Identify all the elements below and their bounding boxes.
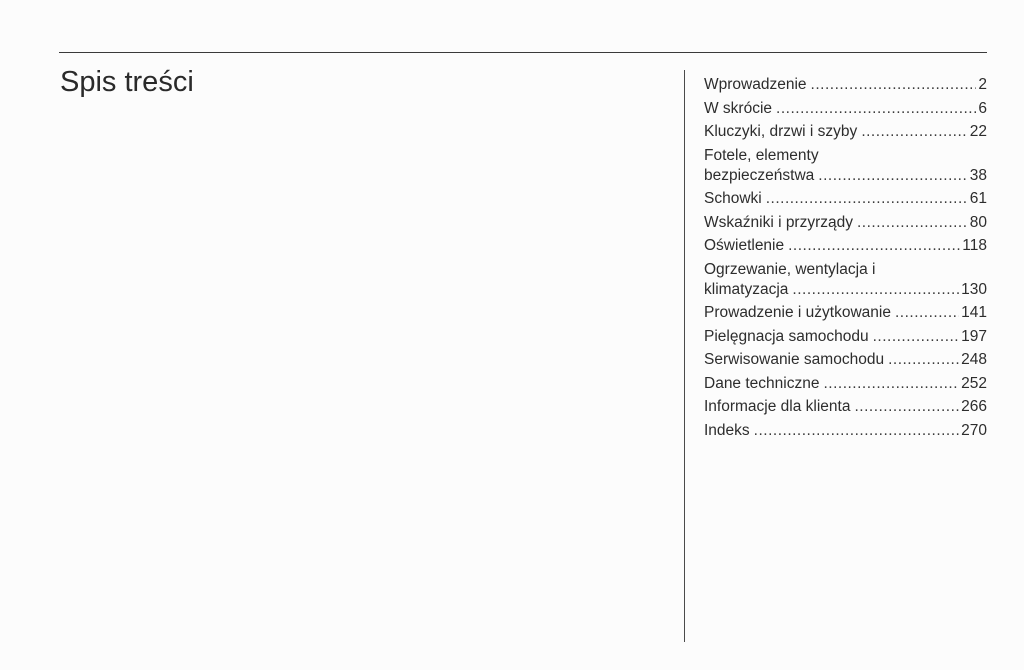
toc-leader-dots — [818, 166, 967, 186]
toc-entry-schowki[interactable] — [704, 189, 987, 209]
toc-page-number: 252 — [961, 374, 987, 392]
table-of-contents — [704, 75, 987, 444]
toc-entry-w-skrocie[interactable] — [704, 99, 987, 119]
toc-entry-serwisowanie[interactable] — [704, 350, 987, 370]
header-rule — [59, 52, 987, 53]
toc-entry-indeks[interactable] — [704, 421, 987, 441]
toc-entry-label: W skrócie — [704, 99, 773, 117]
column-divider — [684, 70, 685, 642]
toc-page-number: 141 — [961, 304, 987, 321]
toc-page-number: 22 — [969, 123, 987, 140]
toc-leader-dots — [823, 374, 959, 394]
toc-page-number: 38 — [969, 166, 987, 184]
toc-leader-dots — [792, 280, 959, 300]
toc-page-number: 130 — [961, 280, 987, 298]
toc-entry-oswietlenie[interactable] — [704, 236, 987, 256]
toc-leader-dots — [766, 189, 968, 209]
toc-entry-label: Oświetlenie — [704, 237, 785, 254]
toc-page-number: 2 — [978, 76, 987, 93]
toc-page-number: 270 — [961, 421, 987, 439]
toc-leader-dots — [873, 327, 960, 347]
page-title: Spis treści — [60, 66, 194, 98]
toc-entry-label: Prowadzenie i użytkowanie — [704, 304, 891, 321]
toc-entry-label: Informacje dla klienta — [704, 398, 851, 415]
toc-page-number: 61 — [969, 190, 987, 207]
toc-leader-dots — [811, 75, 977, 95]
toc-page-number: 80 — [969, 213, 987, 231]
toc-entry-wprowadzenie[interactable] — [704, 75, 987, 95]
toc-entry-label-line1: Ogrzewanie, wentylacja i — [704, 260, 876, 278]
toc-leader-dots — [788, 236, 960, 256]
toc-entry-prowadzenie[interactable] — [704, 303, 987, 323]
toc-entry-label: klimatyzacja — [704, 280, 789, 298]
toc-leader-dots — [861, 122, 967, 142]
toc-leader-dots — [888, 350, 959, 370]
toc-entry-label: Pielęgnacja samochodu — [704, 327, 869, 345]
toc-leader-dots — [895, 303, 959, 323]
toc-entry-dane-techniczne[interactable] — [704, 374, 987, 394]
toc-entry-label: Wprowadzenie — [704, 76, 807, 93]
toc-entry-label-line1: Fotele, elementy — [704, 146, 819, 164]
toc-leader-dots — [857, 213, 968, 233]
toc-entry-label: Kluczyki, drzwi i szyby — [704, 123, 858, 140]
toc-entry-label: Wskaźniki i przyrządy — [704, 213, 853, 231]
toc-entry-label: Schowki — [704, 190, 762, 207]
toc-entry-label: Serwisowanie samochodu — [704, 351, 885, 368]
toc-page-number: 118 — [962, 237, 987, 254]
toc-entry-label: Indeks — [704, 421, 750, 439]
toc-entry-fotele[interactable] — [704, 146, 987, 186]
toc-entry-wskazniki[interactable] — [704, 213, 987, 233]
toc-leader-dots — [754, 421, 959, 441]
toc-page-number: 266 — [961, 398, 987, 415]
toc-entry-ogrzewanie[interactable] — [704, 260, 987, 300]
toc-leader-dots — [854, 397, 959, 417]
toc-entry-pielegnacja[interactable] — [704, 327, 987, 347]
toc-page-number: 197 — [961, 327, 987, 345]
toc-entry-label: Dane techniczne — [704, 374, 820, 392]
toc-entry-label: bezpieczeństwa — [704, 166, 815, 184]
toc-entry-informacje[interactable] — [704, 397, 987, 417]
toc-leader-dots — [776, 99, 976, 119]
toc-page-number: 248 — [961, 351, 987, 368]
toc-entry-kluczyki[interactable] — [704, 122, 987, 142]
toc-page-number: 6 — [978, 99, 987, 117]
